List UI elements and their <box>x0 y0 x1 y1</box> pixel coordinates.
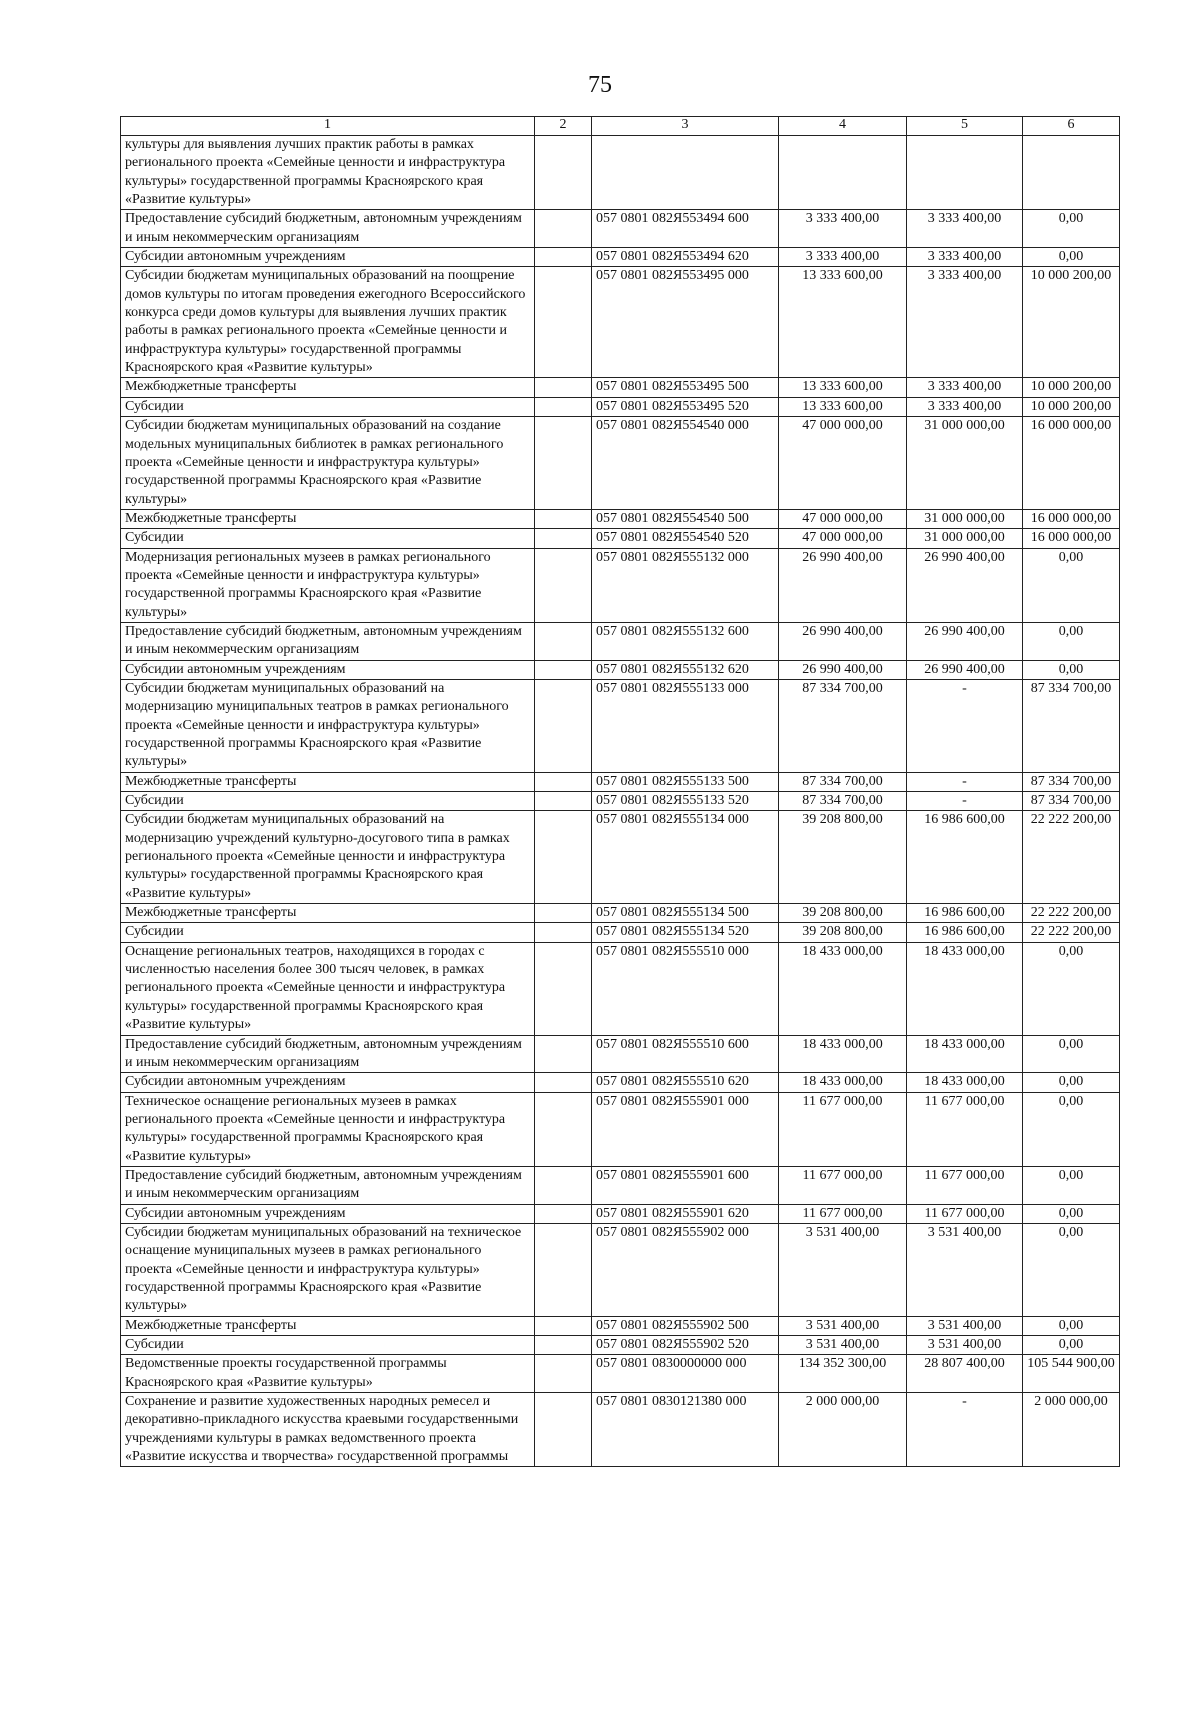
row-total-cell: 11 677 000,00 <box>779 1166 907 1204</box>
row-code-cell: 057 0801 0830000000 000 <box>592 1355 779 1393</box>
row-federal-cell: 31 000 000,00 <box>907 509 1023 528</box>
row-total-cell: 26 990 400,00 <box>779 622 907 660</box>
row-name-cell: Субсидии <box>121 529 535 548</box>
row-name-cell: Субсидии <box>121 923 535 942</box>
row-regional-cell: 22 222 200,00 <box>1023 904 1120 923</box>
row-code-cell: 057 0801 082Я555134 500 <box>592 904 779 923</box>
row-total-cell: 18 433 000,00 <box>779 942 907 1035</box>
row-total-cell: 26 990 400,00 <box>779 548 907 622</box>
row-code-cell: 057 0801 082Я555510 600 <box>592 1035 779 1073</box>
row-name-cell: Субсидии бюджетам муниципальных образований на поощрение домов культуры по итогам проведения ежегодного Всероссийского конкурса среди домов культуры для выявления лучших практик работы в рамках регионального проекта «Семейные ценности и инфраструктура культуры» государственной программы Красноярского края «Развитие культуры» <box>121 267 535 378</box>
row-regional-cell: 0,00 <box>1023 660 1120 679</box>
row-name-cell: Ведомственные проекты государственной программы Красноярского края «Развитие культуры» <box>121 1355 535 1393</box>
row-name-cell: Субсидии <box>121 1336 535 1355</box>
row-regional-cell: 87 334 700,00 <box>1023 679 1120 772</box>
row-regional-cell: 0,00 <box>1023 1073 1120 1092</box>
row-regional-cell: 0,00 <box>1023 1166 1120 1204</box>
row-empty-cell <box>535 210 592 248</box>
row-federal-cell: 26 990 400,00 <box>907 660 1023 679</box>
row-regional-cell: 0,00 <box>1023 1223 1120 1316</box>
page-number: 75 <box>588 72 612 98</box>
row-empty-cell <box>535 248 592 267</box>
row-name-cell: Межбюджетные трансферты <box>121 378 535 397</box>
row-name-cell: Межбюджетные трансферты <box>121 772 535 791</box>
row-federal-cell: 3 333 400,00 <box>907 210 1023 248</box>
row-federal-cell <box>907 136 1023 210</box>
row-regional-cell: 0,00 <box>1023 1092 1120 1166</box>
row-total-cell: 87 334 700,00 <box>779 772 907 791</box>
row-code-cell: 057 0801 082Я555510 620 <box>592 1073 779 1092</box>
row-name-cell: Межбюджетные трансферты <box>121 509 535 528</box>
row-code-cell: 057 0801 082Я554540 520 <box>592 529 779 548</box>
row-name-cell: Предоставление субсидий бюджетным, автономным учреждениям и иным некоммерческим организациям <box>121 210 535 248</box>
table-row <box>121 679 1120 772</box>
table-row <box>121 811 1120 904</box>
row-name-cell: Субсидии бюджетам муниципальных образований на модернизацию учреждений культурно-досугового типа в рамках регионального проекта «Семейные ценности и инфраструктура культуры» государственной программы Красноярского края «Развитие культуры» <box>121 811 535 904</box>
table-row <box>121 1223 1120 1316</box>
row-code-cell: 057 0801 082Я553494 620 <box>592 248 779 267</box>
row-empty-cell <box>535 622 592 660</box>
row-total-cell: 18 433 000,00 <box>779 1035 907 1073</box>
row-total-cell: 47 000 000,00 <box>779 529 907 548</box>
table-row <box>121 1355 1120 1393</box>
row-regional-cell: 0,00 <box>1023 1035 1120 1073</box>
row-name-cell: Предоставление субсидий бюджетным, автономным учреждениям и иным некоммерческим организациям <box>121 622 535 660</box>
row-empty-cell <box>535 529 592 548</box>
table-row <box>121 548 1120 622</box>
table-row <box>121 378 1120 397</box>
row-regional-cell: 0,00 <box>1023 1204 1120 1223</box>
row-regional-cell: 0,00 <box>1023 1336 1120 1355</box>
row-empty-cell <box>535 772 592 791</box>
row-empty-cell <box>535 942 592 1035</box>
row-total-cell: 11 677 000,00 <box>779 1204 907 1223</box>
row-empty-cell <box>535 1336 592 1355</box>
row-federal-cell: 11 677 000,00 <box>907 1092 1023 1166</box>
row-name-cell: Субсидии бюджетам муниципальных образований на техническое оснащение муниципальных музеев в рамках регионального проекта «Семейные ценности и инфраструктура культуры» государственной программы Красноярского края «Развитие культуры» <box>121 1223 535 1316</box>
row-total-cell: 3 531 400,00 <box>779 1223 907 1316</box>
row-empty-cell <box>535 417 592 510</box>
row-total-cell: 87 334 700,00 <box>779 792 907 811</box>
row-code-cell: 057 0801 082Я554540 500 <box>592 509 779 528</box>
row-empty-cell <box>535 1204 592 1223</box>
row-empty-cell <box>535 1092 592 1166</box>
row-name-cell: Субсидии автономным учреждениям <box>121 1073 535 1092</box>
row-code-cell: 057 0801 082Я554540 000 <box>592 417 779 510</box>
row-code-cell: 057 0801 082Я555134 520 <box>592 923 779 942</box>
row-code-cell: 057 0801 082Я555132 620 <box>592 660 779 679</box>
row-name-cell: Межбюджетные трансферты <box>121 904 535 923</box>
row-empty-cell <box>535 509 592 528</box>
row-code-cell: 057 0801 082Я555902 000 <box>592 1223 779 1316</box>
row-empty-cell <box>535 1166 592 1204</box>
table-row <box>121 660 1120 679</box>
row-total-cell: 47 000 000,00 <box>779 509 907 528</box>
row-total-cell: 26 990 400,00 <box>779 660 907 679</box>
row-total-cell: 47 000 000,00 <box>779 417 907 510</box>
row-code-cell: 057 0801 082Я555134 000 <box>592 811 779 904</box>
row-federal-cell: - <box>907 792 1023 811</box>
column-header: 1 <box>121 117 535 136</box>
row-federal-cell: 26 990 400,00 <box>907 622 1023 660</box>
row-total-cell: 13 333 600,00 <box>779 378 907 397</box>
table-row <box>121 1393 1120 1467</box>
table-row <box>121 942 1120 1035</box>
row-regional-cell: 87 334 700,00 <box>1023 792 1120 811</box>
table-row <box>121 1316 1120 1335</box>
row-regional-cell: 87 334 700,00 <box>1023 772 1120 791</box>
row-name-cell: Субсидии автономным учреждениям <box>121 248 535 267</box>
row-code-cell: 057 0801 082Я555510 000 <box>592 942 779 1035</box>
row-total-cell: 134 352 300,00 <box>779 1355 907 1393</box>
row-empty-cell <box>535 1223 592 1316</box>
row-empty-cell <box>535 923 592 942</box>
row-federal-cell: 3 531 400,00 <box>907 1223 1023 1316</box>
row-code-cell: 057 0801 082Я555132 000 <box>592 548 779 622</box>
table-row <box>121 904 1120 923</box>
table-row <box>121 1035 1120 1073</box>
row-regional-cell: 16 000 000,00 <box>1023 417 1120 510</box>
row-code-cell: 057 0801 0830121380 000 <box>592 1393 779 1467</box>
row-code-cell: 057 0801 082Я555133 000 <box>592 679 779 772</box>
row-regional-cell: 0,00 <box>1023 248 1120 267</box>
row-federal-cell: 18 433 000,00 <box>907 1073 1023 1092</box>
row-federal-cell: 3 531 400,00 <box>907 1316 1023 1335</box>
table-row <box>121 1204 1120 1223</box>
row-empty-cell <box>535 267 592 378</box>
row-name-cell: Субсидии <box>121 792 535 811</box>
table-row <box>121 529 1120 548</box>
row-total-cell: 39 208 800,00 <box>779 923 907 942</box>
row-total-cell <box>779 136 907 210</box>
table-row <box>121 1092 1120 1166</box>
row-federal-cell: 3 333 400,00 <box>907 397 1023 416</box>
row-name-cell: Предоставление субсидий бюджетным, автономным учреждениям и иным некоммерческим организациям <box>121 1035 535 1073</box>
row-code-cell: 057 0801 082Я553494 600 <box>592 210 779 248</box>
row-code-cell <box>592 136 779 210</box>
row-name-cell: Субсидии автономным учреждениям <box>121 660 535 679</box>
row-empty-cell <box>535 1393 592 1467</box>
row-total-cell: 2 000 000,00 <box>779 1393 907 1467</box>
table-row <box>121 397 1120 416</box>
row-regional-cell: 16 000 000,00 <box>1023 509 1120 528</box>
row-federal-cell: 18 433 000,00 <box>907 1035 1023 1073</box>
row-regional-cell <box>1023 136 1120 210</box>
row-code-cell: 057 0801 082Я555133 520 <box>592 792 779 811</box>
row-empty-cell <box>535 1355 592 1393</box>
row-code-cell: 057 0801 082Я555902 500 <box>592 1316 779 1335</box>
row-code-cell: 057 0801 082Я555132 600 <box>592 622 779 660</box>
row-federal-cell: 31 000 000,00 <box>907 529 1023 548</box>
row-code-cell: 057 0801 082Я555902 520 <box>592 1336 779 1355</box>
budget-table <box>120 116 1120 1467</box>
row-empty-cell <box>535 811 592 904</box>
row-federal-cell: - <box>907 1393 1023 1467</box>
row-regional-cell: 10 000 200,00 <box>1023 397 1120 416</box>
row-code-cell: 057 0801 082Я555901 620 <box>592 1204 779 1223</box>
row-name-cell: Субсидии автономным учреждениям <box>121 1204 535 1223</box>
row-empty-cell <box>535 904 592 923</box>
table-row <box>121 136 1120 210</box>
row-empty-cell <box>535 397 592 416</box>
table-row <box>121 1166 1120 1204</box>
row-empty-cell <box>535 136 592 210</box>
row-regional-cell: 22 222 200,00 <box>1023 811 1120 904</box>
row-federal-cell: 3 333 400,00 <box>907 267 1023 378</box>
row-name-cell: Модернизация региональных музеев в рамках регионального проекта «Семейные ценности и инфраструктура культуры» государственной программы Красноярского края «Развитие культуры» <box>121 548 535 622</box>
row-total-cell: 3 531 400,00 <box>779 1336 907 1355</box>
row-federal-cell: 11 677 000,00 <box>907 1204 1023 1223</box>
row-regional-cell: 0,00 <box>1023 1316 1120 1335</box>
row-federal-cell: 28 807 400,00 <box>907 1355 1023 1393</box>
row-federal-cell: 16 986 600,00 <box>907 923 1023 942</box>
table-row <box>121 772 1120 791</box>
row-name-cell: культуры для выявления лучших практик работы в рамках регионального проекта «Семейные ценности и инфраструктура культуры» государственной программы Красноярского края «Развитие культуры» <box>121 136 535 210</box>
row-name-cell: Субсидии бюджетам муниципальных образований на создание модельных муниципальных библиотек в рамках регионального проекта «Семейные ценности и инфраструктура культуры» государственной программы Красноярского края «Развитие культуры» <box>121 417 535 510</box>
table-row <box>121 417 1120 510</box>
column-header: 2 <box>535 117 592 136</box>
row-federal-cell: 26 990 400,00 <box>907 548 1023 622</box>
header-row <box>121 117 1120 136</box>
table-row <box>121 1336 1120 1355</box>
row-name-cell: Сохранение и развитие художественных народных ремесел и декоративно-прикладного искусства краевыми государственными учреждениями культуры в рамках ведомственного проекта «Развитие искусства и творчества» государственной программы <box>121 1393 535 1467</box>
row-total-cell: 3 333 400,00 <box>779 210 907 248</box>
row-federal-cell: 3 333 400,00 <box>907 378 1023 397</box>
row-regional-cell: 0,00 <box>1023 622 1120 660</box>
row-regional-cell: 0,00 <box>1023 548 1120 622</box>
table-header <box>121 117 1120 136</box>
row-total-cell: 13 333 600,00 <box>779 397 907 416</box>
row-federal-cell: 16 986 600,00 <box>907 904 1023 923</box>
row-code-cell: 057 0801 082Я553495 500 <box>592 378 779 397</box>
row-federal-cell: 31 000 000,00 <box>907 417 1023 510</box>
row-name-cell: Субсидии бюджетам муниципальных образований на модернизацию муниципальных театров в рамках регионального проекта «Семейные ценности и инфраструктура культуры» государственной программы Красноярского края «Развитие культуры» <box>121 679 535 772</box>
row-empty-cell <box>535 548 592 622</box>
row-name-cell: Техническое оснащение региональных музеев в рамках регионального проекта «Семейные ценности и инфраструктура культуры» государственной программы Красноярского края «Развитие культуры» <box>121 1092 535 1166</box>
row-federal-cell: 16 986 600,00 <box>907 811 1023 904</box>
row-name-cell: Межбюджетные трансферты <box>121 1316 535 1335</box>
column-header: 6 <box>1023 117 1120 136</box>
column-header: 5 <box>907 117 1023 136</box>
row-regional-cell: 0,00 <box>1023 210 1120 248</box>
row-total-cell: 39 208 800,00 <box>779 904 907 923</box>
row-code-cell: 057 0801 082Я553495 000 <box>592 267 779 378</box>
row-federal-cell: 18 433 000,00 <box>907 942 1023 1035</box>
column-header: 3 <box>592 117 779 136</box>
row-regional-cell: 10 000 200,00 <box>1023 378 1120 397</box>
table-row <box>121 210 1120 248</box>
row-empty-cell <box>535 1316 592 1335</box>
column-header: 4 <box>779 117 907 136</box>
row-empty-cell <box>535 792 592 811</box>
row-total-cell: 87 334 700,00 <box>779 679 907 772</box>
row-total-cell: 39 208 800,00 <box>779 811 907 904</box>
row-total-cell: 18 433 000,00 <box>779 1073 907 1092</box>
row-code-cell: 057 0801 082Я555901 600 <box>592 1166 779 1204</box>
row-empty-cell <box>535 378 592 397</box>
row-name-cell: Предоставление субсидий бюджетным, автономным учреждениям и иным некоммерческим организациям <box>121 1166 535 1204</box>
row-federal-cell: - <box>907 772 1023 791</box>
row-total-cell: 13 333 600,00 <box>779 267 907 378</box>
row-total-cell: 3 531 400,00 <box>779 1316 907 1335</box>
row-code-cell: 057 0801 082Я553495 520 <box>592 397 779 416</box>
table-row <box>121 622 1120 660</box>
row-empty-cell <box>535 1035 592 1073</box>
row-regional-cell: 22 222 200,00 <box>1023 923 1120 942</box>
row-federal-cell: 3 531 400,00 <box>907 1336 1023 1355</box>
row-name-cell: Субсидии <box>121 397 535 416</box>
row-federal-cell: - <box>907 679 1023 772</box>
row-total-cell: 11 677 000,00 <box>779 1092 907 1166</box>
row-federal-cell: 3 333 400,00 <box>907 248 1023 267</box>
table-row <box>121 923 1120 942</box>
row-regional-cell: 10 000 200,00 <box>1023 267 1120 378</box>
row-total-cell: 3 333 400,00 <box>779 248 907 267</box>
table-row <box>121 248 1120 267</box>
row-regional-cell: 105 544 900,00 <box>1023 1355 1120 1393</box>
row-regional-cell: 0,00 <box>1023 942 1120 1035</box>
row-empty-cell <box>535 660 592 679</box>
row-empty-cell <box>535 679 592 772</box>
row-regional-cell: 16 000 000,00 <box>1023 529 1120 548</box>
table-row <box>121 792 1120 811</box>
row-regional-cell: 2 000 000,00 <box>1023 1393 1120 1467</box>
row-federal-cell: 11 677 000,00 <box>907 1166 1023 1204</box>
table-row <box>121 1073 1120 1092</box>
row-name-cell: Оснащение региональных театров, находящихся в городах с численностью населения более 300 тысяч человек, в рамках регионального проекта «Семейные ценности и инфраструктура культуры» государственной программы Красноярского края «Развитие культуры» <box>121 942 535 1035</box>
table-body <box>121 136 1120 1467</box>
table-row <box>121 267 1120 378</box>
row-code-cell: 057 0801 082Я555133 500 <box>592 772 779 791</box>
row-empty-cell <box>535 1073 592 1092</box>
table-row <box>121 509 1120 528</box>
row-code-cell: 057 0801 082Я555901 000 <box>592 1092 779 1166</box>
